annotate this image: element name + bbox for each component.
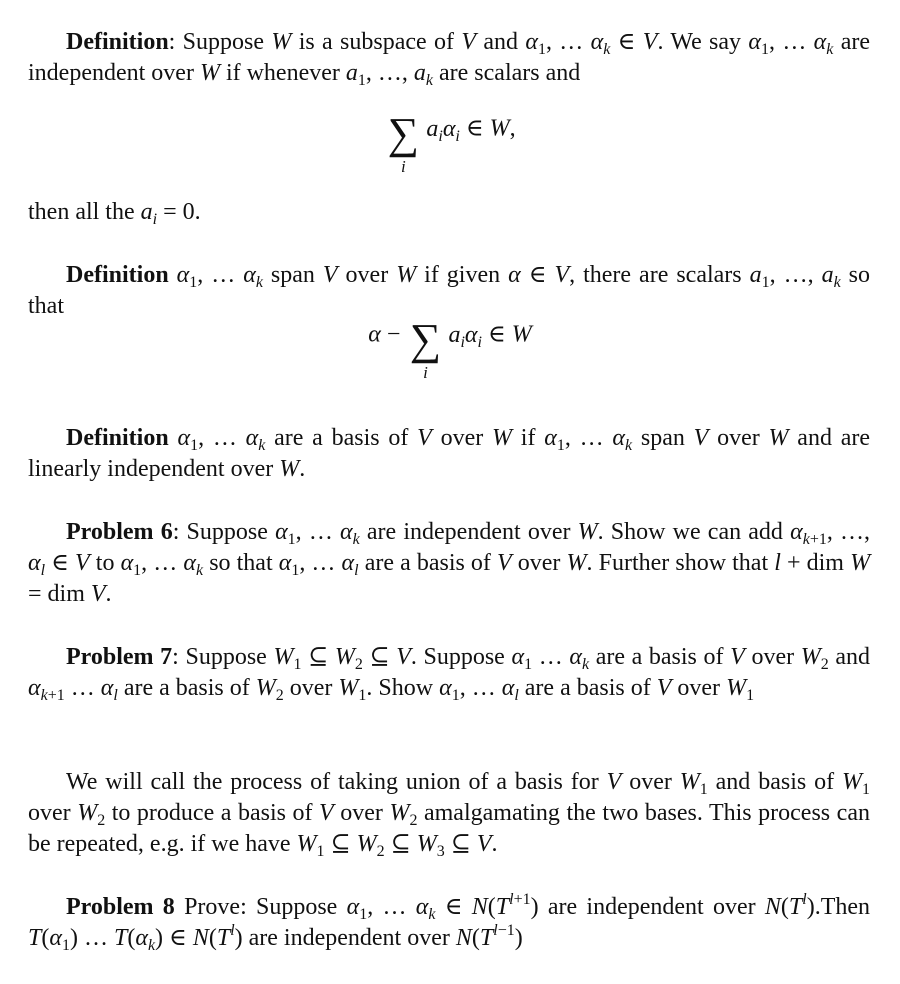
- problem-8: Problem 8 Prove: Suppose $\alpha_1$, … $\alpha_k$ ∈ $N(T^{l+1})$ are independent over $N(T^l).Then$ $T(\alpha_1)$ … $T(\alpha_k)$ ∈ $N(T^l)$ are independent over $N(T^{l-1})$: [28, 891, 871, 954]
- definition-label: Definition: [66, 425, 169, 451]
- remark-amalgamating: We will call the process of taking union of a basis for V over $W_1$ and basis of $W_1$ over $W_2$ to produce a basis of V over $W_2$ amalgamating the two bases. This process can be repeated, e.g. if we have $W_1$ ⊆ $W_2$ ⊆ $W_3$ ⊆ V.: [28, 769, 870, 860]
- definition-independent-conclusion: then all the $a_i = 0$.: [28, 199, 201, 228]
- definition-label: Definition: [66, 262, 169, 288]
- problem-label: Problem 7: [66, 644, 173, 670]
- problem-label: Problem 6: [66, 519, 173, 545]
- problem-label: Problem 8: [66, 894, 175, 920]
- definition-independent: Definition: Suppose W is a subspace of V and $\alpha_1$, … $\alpha_k$ ∈ V. We say $\alpha_1$, … $\alpha_k$ are independent over W if whenever $a_1$, …, $a_k$ are scalars and: [28, 29, 871, 89]
- formula-span: α − ∑ i $a_i\alpha_i$ ∈ W: [368, 315, 532, 382]
- definition-span: Definition $\alpha_1$, … $\alpha_k$ span V over W if given α ∈ V, there are scalars $a_1$, …, $a_k$ so that: [28, 262, 871, 319]
- definition-label: Definition: [66, 29, 169, 55]
- formula-sum-in-w: ∑ i $a_i\alpha_i$ ∈ W,: [387, 109, 516, 176]
- problem-6: Problem 6: Suppose $\alpha_1$, … $\alpha_k$ are independent over W. Show we can add $\alpha_{k+1}$, …, $\alpha_l$ ∈ V to $\alpha_1$, … $\alpha_k$ so that $\alpha_1$, … $\alpha_l$ are a basis of V over W. Further show that l + dim W = dim V.: [28, 519, 871, 607]
- problem-7: Problem 7: Suppose $W_1$ ⊆ $W_2$ ⊆ V. Suppose $\alpha_1$ … $\alpha_k$ are a basis of V over $W_2$ and $\alpha_{k+1}$ … $\alpha_l$ are a basis of $W_2$ over $W_1$. Show $\alpha_1$, … $\alpha_l$ are a basis of V over $W_1$: [28, 644, 871, 704]
- definition-basis: Definition $\alpha_1$, … $\alpha_k$ are a basis of V over W if $\alpha_1$, … $\alpha_k$ span V over W and are linearly independent over W.: [28, 425, 871, 482]
